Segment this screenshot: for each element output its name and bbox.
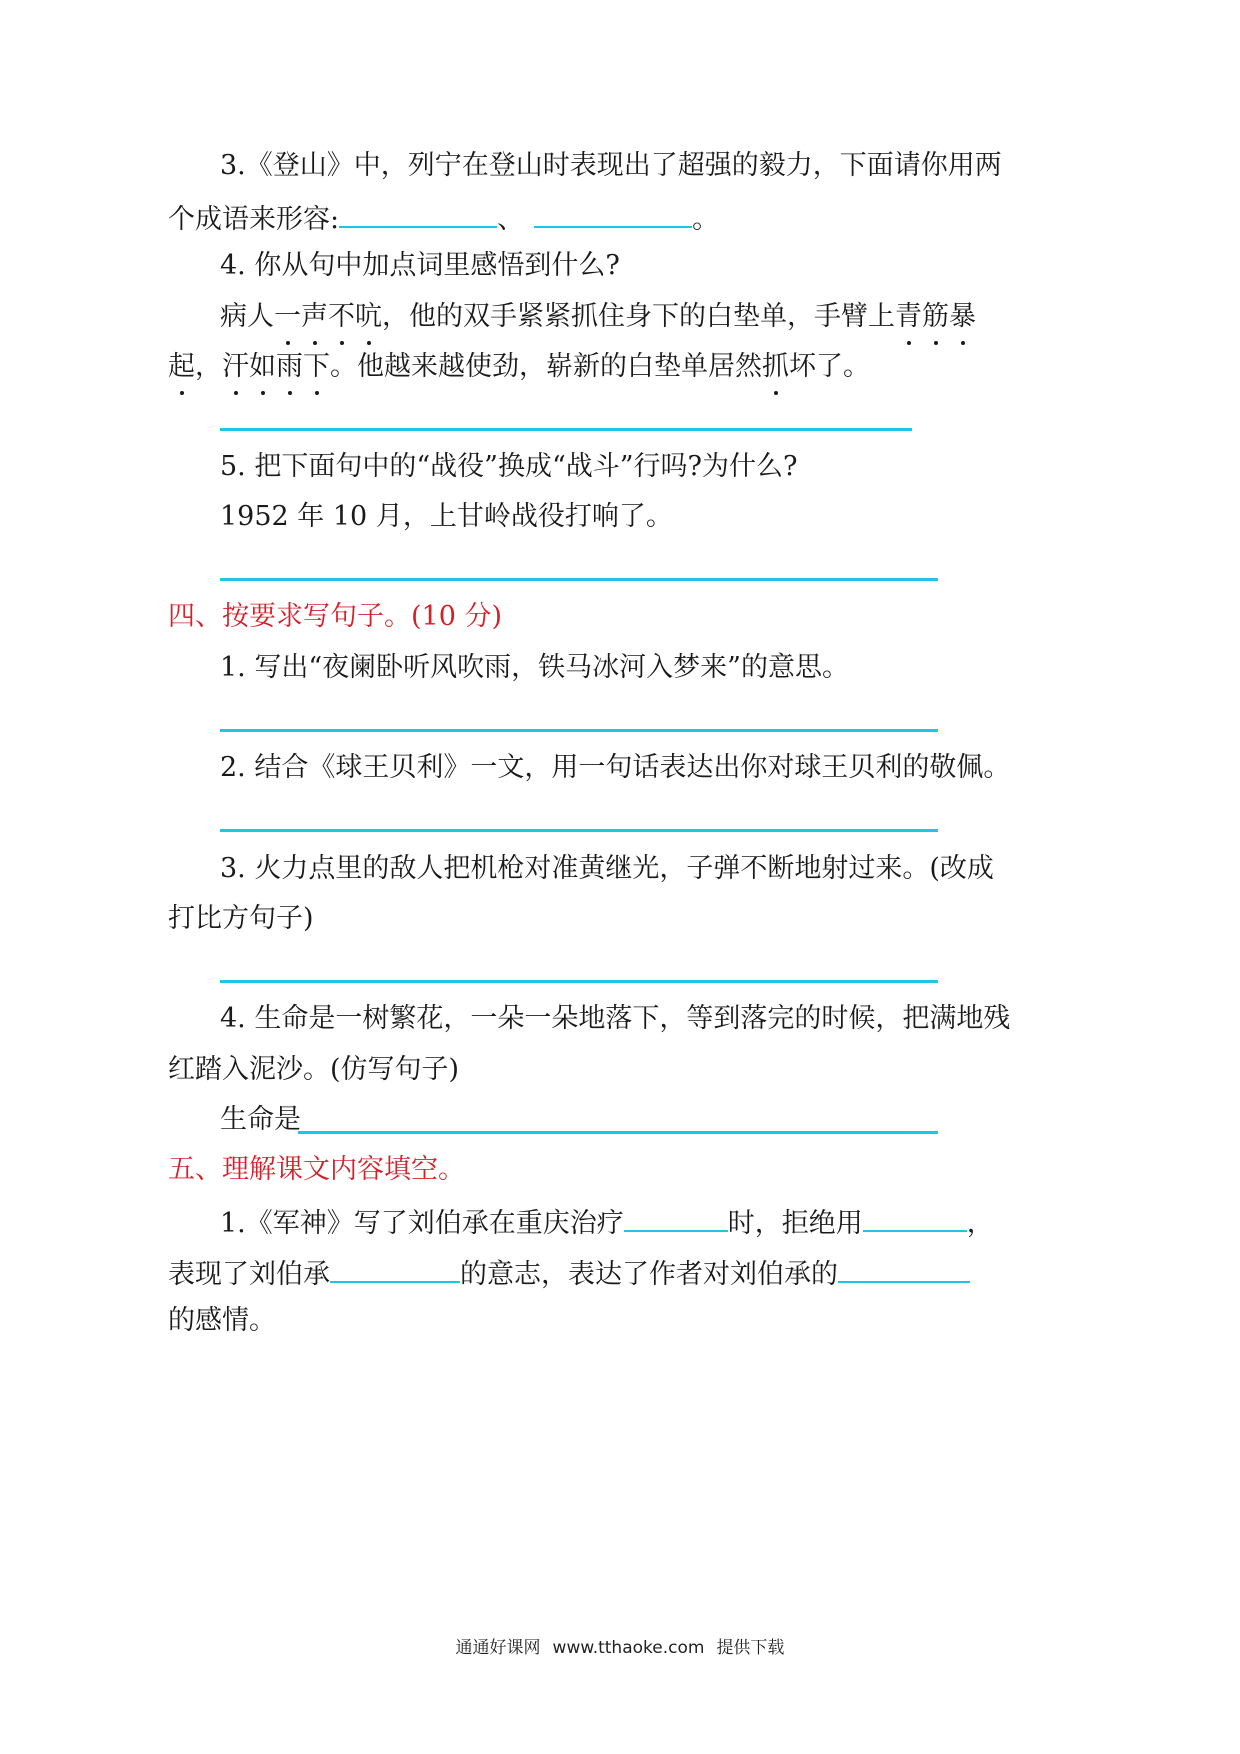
q4-text: ，他的双手紧紧抓住身下的白垫单，手臂上 (382, 301, 895, 332)
s4-item-4-prompt-prefix: 生命是 (220, 1104, 301, 1135)
q4-dotted-char: 如 (249, 347, 276, 387)
s4-item-1: 1. 写出“夜阑卧听风吹雨，铁马冰河入梦来”的意思。 (220, 652, 849, 683)
s4-item-3-line-1: 3. 火力点里的敌人把机枪对准黄继光，子弹不断地射过来。(改成 (220, 853, 994, 884)
q4-sentence-line-2 (168, 347, 870, 387)
q3-blank-2[interactable] (534, 196, 692, 228)
q4-dotted-char: 汗 (222, 347, 249, 387)
s5-text: ， (966, 1208, 994, 1239)
footer-url[interactable]: www.tthaoke.com (552, 1638, 705, 1658)
q5-answer-line[interactable] (220, 578, 938, 581)
s4-item-4-answer-line[interactable] (298, 1131, 938, 1134)
s4-item-2: 2. 结合《球王贝利》一文，用一句话表达出你对球王贝利的敬佩。 (220, 752, 1011, 783)
q3-line-1: 3.《登山》中，列宁在登山时表现出了超强的毅力，下面请你用两 (220, 150, 1002, 181)
q3-line-2-text: 个成语来形容: (168, 204, 340, 235)
s5-blank-3[interactable] (330, 1251, 460, 1283)
s4-item-4-line-1: 4. 生命是一树繁花，一朵一朵地落下，等到落完的时候，把满地残 (220, 1003, 1011, 1034)
s4-item-2-answer-line[interactable] (220, 829, 938, 832)
s5-line-3: 的感情。 (168, 1305, 276, 1336)
q4-text: 病人 (220, 301, 274, 332)
q5-prompt: 5. 把下面句中的“战役”换成“战斗”行吗?为什么? (220, 451, 798, 482)
q4-dotted-char: 暴 (949, 297, 976, 337)
q4-dotted-char: 下 (303, 347, 330, 387)
page-footer (0, 1633, 1240, 1658)
s5-text: 表现了刘伯承 (168, 1259, 330, 1290)
q4-dotted-char: 不 (328, 297, 355, 337)
q3-separator: 、 (497, 204, 525, 235)
s5-blank-4[interactable] (838, 1251, 970, 1283)
s5-line-2 (168, 1251, 970, 1295)
s4-item-3-line-2: 打比方句子) (168, 903, 314, 934)
s5-line-1 (220, 1200, 994, 1244)
q5-sentence: 1952 年 10 月，上甘岭战役打响了。 (220, 501, 673, 532)
s4-item-1-answer-line[interactable] (220, 729, 938, 732)
q4-dotted-char: 声 (301, 297, 328, 337)
q4-text: 。他越来越使劲，崭新的白垫单居然 (330, 351, 762, 382)
q3-end-mark: 。 (692, 204, 720, 235)
q4-text: ， (195, 351, 222, 382)
s5-blank-1[interactable] (624, 1200, 728, 1232)
q3-line-2 (168, 196, 719, 240)
s5-blank-2[interactable] (863, 1200, 967, 1232)
s5-text: 的意志，表达了作者对刘伯承的 (460, 1259, 838, 1290)
q4-dotted-char: 一 (274, 297, 301, 337)
q4-answer-line[interactable] (220, 428, 912, 431)
footer-site-name: 通通好课网 (455, 1638, 541, 1658)
q4-dotted-char: 抓 (762, 347, 789, 387)
s4-item-3-answer-line[interactable] (220, 980, 938, 983)
q4-dotted-char: 筋 (922, 297, 949, 337)
q4-dotted-char: 青 (895, 297, 922, 337)
section-4-heading: 四、按要求写句子。(10 分) (168, 601, 503, 632)
q4-text: 坏了。 (789, 351, 870, 382)
footer-suffix: 提供下载 (716, 1638, 785, 1658)
q4-sentence-line-1 (220, 297, 976, 337)
s5-text: 时，拒绝用 (727, 1208, 863, 1239)
s4-item-4-line-2: 红踏入泥沙。(仿写句子) (168, 1054, 460, 1085)
section-5-heading: 五、理解课文内容填空。 (168, 1154, 465, 1185)
q4-prompt: 4. 你从句中加点词里感悟到什么? (220, 250, 620, 281)
q3-blank-1[interactable] (339, 196, 497, 228)
q4-dotted-char: 起 (168, 347, 195, 387)
s5-text: 1.《军神》写了刘伯承在重庆治疗 (220, 1208, 624, 1239)
q4-dotted-char: 吭 (355, 297, 382, 337)
q4-dotted-char: 雨 (276, 347, 303, 387)
